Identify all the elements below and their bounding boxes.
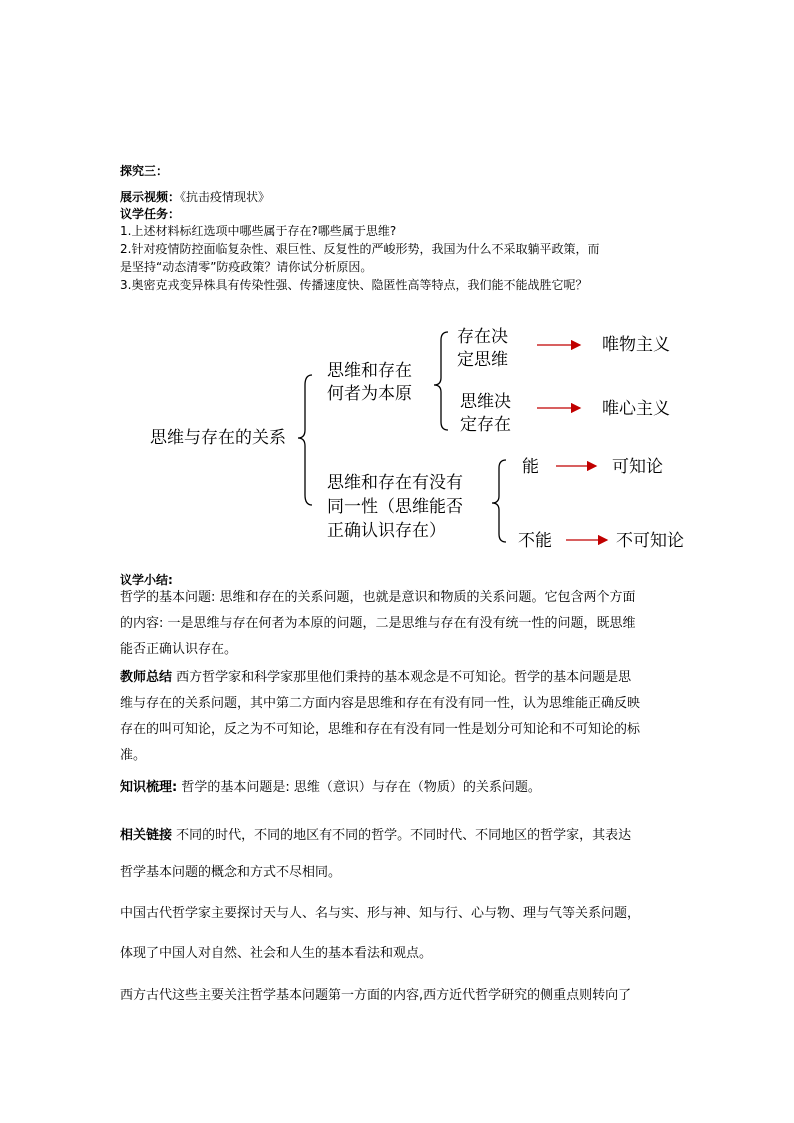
branch1-line: 思维和存在 <box>327 361 412 381</box>
task-item: 1.上述材料标红选项中哪些属于存在?哪些属于思维? <box>120 224 397 238</box>
summary-line: 的内容: 一是思维与存在何者为本原的问题，二是思维与存在有没有统一性的问题，既思维 <box>120 616 636 631</box>
task-item: 3.奥密克戎变异株具有传染性强、传播速度快、隐匿性高等特点，我们能不能战胜它呢？ <box>120 278 588 292</box>
teacher-line: 维与存在的关系问题，其中第二方面内容是思维和存在有没有同一性，认为思维能正确反映 <box>120 696 641 711</box>
related-line: 中国古代哲学家主要探讨天与人、名与实、形与神、知与行、心与物、理与气等关系问题， <box>120 906 641 921</box>
summary-label: 议学小结: <box>120 573 173 587</box>
related-line: 体现了中国人对自然、社会和人生的基本看法和观点。 <box>120 946 433 961</box>
section-heading: 探究三： <box>120 164 169 178</box>
teacher-body <box>120 665 680 769</box>
leaf4-result: 不可知论 <box>616 531 684 551</box>
knowledge-line <box>120 775 680 801</box>
summary-line: 哲学的基本问题: 思维和存在的关系问题，也就是意识和物质的关系问题。它包含两个方面 <box>120 590 636 605</box>
knowledge-label: 知识梳理: <box>120 780 178 795</box>
leaf2-result: 唯心主义 <box>602 399 670 419</box>
task-item: 2.针对疫情防控面临复杂性、艰巨性、反复性的严峻形势，我国为什么不采取躺平政策，而 <box>120 242 600 256</box>
task-item: 是坚持“动态清零”防疫政策？请你试分析原因。 <box>120 260 373 274</box>
leaf2-line: 思维决 <box>460 392 511 412</box>
leaf1-line: 存在决 <box>457 327 508 347</box>
related-line: 西方古代这些主要关注哲学基本问题第一方面的内容,西方近代哲学研究的侧重点则转向了 <box>120 988 632 1003</box>
leaf3: 能 <box>522 457 539 477</box>
video-label: 展示视频： <box>120 190 181 204</box>
related-line: 哲学基本问题的概念和方式不尽相同。 <box>120 865 342 880</box>
related-first-line <box>120 823 680 849</box>
summary-line: 能否正确认识存在。 <box>120 642 238 657</box>
leaf4: 不能 <box>518 531 552 551</box>
concept-diagram <box>0 310 794 580</box>
video-title: 《抗击疫情现状》 <box>180 190 271 204</box>
branch2-line: 正确认识存在） <box>327 521 446 541</box>
teacher-first: 西方哲学家和科学家那里他们秉持的基本观念是不可知论。哲学的基本问题是思 <box>172 670 632 685</box>
task-label: 议学任务： <box>120 207 181 221</box>
related-first: 不同的时代，不同的地区有不同的哲学。不同时代、不同地区的哲学家，其表达 <box>172 828 632 843</box>
teacher-line: 存在的叫可知论，反之为不可知论，思维和存在有没有同一性是划分可知论和不可知论的标 <box>120 722 641 737</box>
summary-body <box>120 585 680 663</box>
leaf3-result: 可知论 <box>612 457 663 477</box>
leaf2-line: 定存在 <box>460 415 511 435</box>
branch1-bracket <box>434 332 448 430</box>
branch2-line: 同一性（思维能否 <box>327 497 463 517</box>
branch2-bracket <box>492 460 506 542</box>
knowledge-text: 哲学的基本问题是: 思维（意识）与存在（物质）的关系问题。 <box>177 780 541 795</box>
teacher-label: 教师总结 <box>120 670 173 685</box>
video-line <box>120 190 270 205</box>
teacher-first-line <box>120 665 680 691</box>
leaf1-line: 定思维 <box>457 350 508 370</box>
diagram-root: 思维与存在的关系 <box>150 428 286 448</box>
branch2-line: 思维和存在有没有 <box>327 473 463 493</box>
root-bracket <box>298 375 312 505</box>
branch1-line: 何者为本原 <box>327 384 412 404</box>
related-label: 相关链接 <box>120 828 173 843</box>
leaf1-result: 唯物主义 <box>602 335 670 355</box>
teacher-line: 准。 <box>120 748 147 763</box>
